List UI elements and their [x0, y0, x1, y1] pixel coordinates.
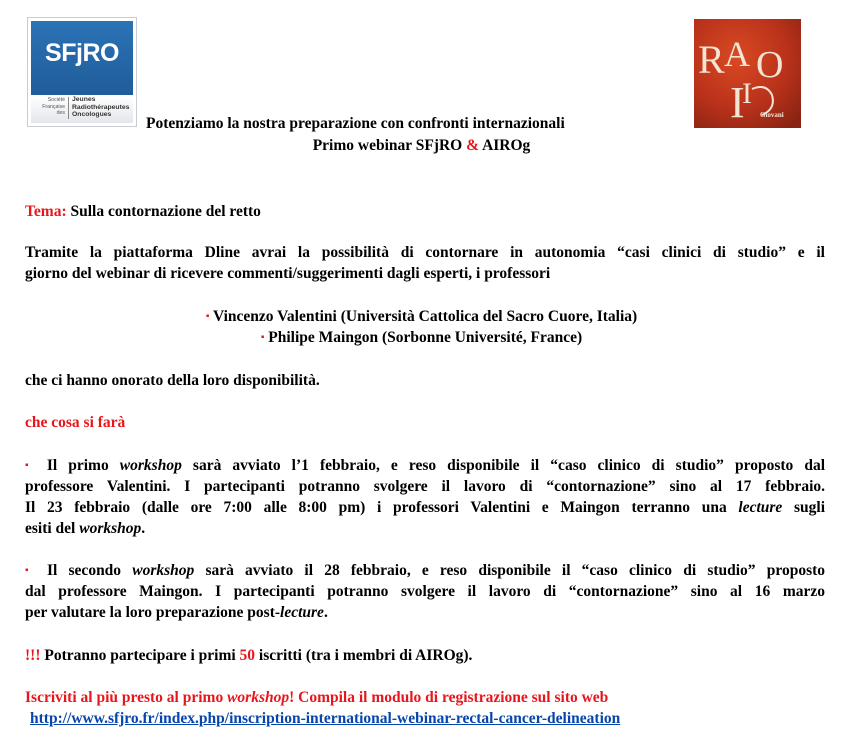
expert-item — [0, 306, 843, 327]
text: sarà avviato l’1 febbraio, e reso disponibile il “caso clinico di studio” proposto dal — [192, 457, 826, 474]
svg-text:A: A — [724, 34, 750, 74]
workshop1-line-2: professore Valentini. I partecipanti potranno svolgere il lavoro di “contornazione” sino al 17 febbraio. — [25, 478, 825, 495]
sfjro-logo-caption-left — [32, 97, 65, 117]
header-subtitle-airog: AIROg — [482, 137, 531, 154]
sfjro-caption-line: Radiothérapeutes — [72, 103, 130, 111]
sfjro-logo-caption — [31, 96, 133, 123]
text: Potranno partecipare i primi — [44, 647, 236, 664]
text: Il secondo — [47, 562, 122, 579]
emphasis: workshop — [132, 562, 195, 579]
sfjro-caption-line: Jeunes — [72, 96, 96, 103]
text: sugli — [793, 499, 825, 516]
header-ampersand: & — [466, 137, 480, 154]
text: . — [323, 604, 328, 621]
emphasis: lecture — [280, 604, 324, 621]
limit-line — [25, 645, 472, 666]
workshop2-line-3 — [25, 602, 328, 623]
limit-prefix: !!! — [25, 647, 41, 664]
expert-name: Vincenzo Valentini (Università Cattolica del Sacro Cuore, Italia) — [212, 308, 638, 325]
header-line-2 — [0, 135, 843, 156]
airog-logo-graphic — [694, 19, 801, 128]
limit-number: 50 — [239, 647, 256, 664]
sfjro-caption-line: Société — [47, 97, 65, 103]
text: Il 23 febbraio (dalle ore 7:00 alle 8:00 pm) i professori Valentini e Maingon terranno una — [25, 499, 727, 516]
intro-line-2: giorno del webinar di ricevere commenti/suggerimenti dagli esperti, i professori — [25, 265, 551, 282]
registration-link-line — [30, 708, 620, 729]
text: ! Compila il modulo di registrazione sul sito web — [289, 689, 609, 706]
sfjro-caption-line: Oncologues — [72, 111, 112, 119]
sfjro-caption-line: Française — [42, 103, 65, 110]
text: iscritti (tra i membri di AIROg). — [258, 647, 473, 664]
text: . — [141, 520, 146, 537]
header-title: Potenziamo la nostra preparazione con confronti internazionali — [146, 115, 565, 132]
workshop1-line-1 — [25, 455, 825, 476]
sfjro-caption-line: des — [56, 110, 65, 117]
sfjro-logo-text: SFjRO — [45, 39, 119, 67]
sfjro-logo — [27, 17, 137, 127]
intro-line-1: Tramite la piattaforma Dline avrai la possibilità di contornare in autonomia “casi clinici di studio” e il — [25, 244, 825, 261]
bullet-icon: ▪ — [260, 332, 265, 343]
svg-text:I: I — [742, 77, 752, 110]
workshop2-line-2: dal professore Maingon. I partecipanti potranno svolgere il lavoro di “contornazione” sino al 16 marzo — [25, 583, 825, 600]
registration-link[interactable]: http://www.sfjro.fr/index.php/inscription-international-webinar-rectal-cancer-delineation — [30, 710, 621, 727]
svg-text:Giovani: Giovani — [760, 111, 784, 119]
sfjro-caption-divider — [68, 97, 69, 119]
section-title: che cosa si farà — [25, 414, 126, 431]
thanks-line: che ci hanno onorato della loro disponibilità. — [25, 372, 320, 389]
emphasis: lecture — [738, 499, 783, 516]
cta-line — [25, 687, 608, 708]
text: sarà avviato il 28 febbraio, e reso disponibile il “caso clinico di studio” proposto — [205, 562, 826, 579]
text: Iscriviti al più presto al primo — [25, 689, 224, 706]
svg-text:O: O — [756, 44, 784, 86]
svg-text:I: I — [730, 78, 745, 127]
text: per valutare la loro preparazione post- — [25, 604, 281, 621]
workshop1-line-4 — [25, 518, 145, 539]
tema-label: Tema: — [25, 203, 67, 220]
expert-item — [0, 327, 843, 348]
header-subtitle: Primo webinar SFjRO — [312, 137, 463, 154]
svg-text:R: R — [698, 37, 725, 82]
text: esiti del — [25, 520, 76, 537]
tema-text: Sulla contornazione del retto — [70, 203, 261, 220]
emphasis: workshop — [227, 689, 290, 706]
bullet-icon: ▪ — [205, 311, 210, 322]
workshop1-line-3 — [25, 497, 825, 518]
bullet-icon: ▪ — [25, 565, 36, 576]
sfjro-logo-banner — [31, 21, 133, 95]
workshop2-line-1 — [25, 560, 825, 581]
text: Il primo — [46, 457, 109, 474]
emphasis: workshop — [119, 457, 182, 474]
sfjro-logo-caption-right — [72, 96, 129, 119]
airog-logo — [694, 19, 801, 128]
expert-name: Philipe Maingon (Sorbonne Université, France) — [268, 329, 583, 346]
emphasis: workshop — [79, 520, 142, 537]
bullet-icon: ▪ — [25, 460, 36, 471]
tema-line — [25, 201, 261, 222]
